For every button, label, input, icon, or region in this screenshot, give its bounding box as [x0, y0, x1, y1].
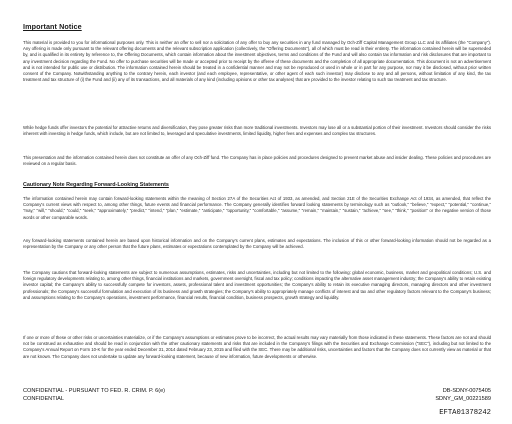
cautionary-note-heading: Cautionary Note Regarding Forward-Looking Statements [23, 182, 169, 188]
bates-sdny-gm: SDNY_GM_00221589 [435, 396, 491, 402]
bates-db-sdny: DB-SDNY-0075405 [442, 388, 491, 394]
bates-efta: EFTA01378242 [439, 409, 491, 417]
cautionary-paragraph-2: Any forward-looking statements contained herein are based upon historical information and on the Company's current plans, estimates and expectations. The inclusion of this or other forward-looking information should not be regarded as a representation by the Company or any other person that the future plans, estimates or expectations contemplated by the Company will be achieved. [23, 238, 491, 250]
notice-paragraph-3: This presentation and the information contained herein does not constitute an offer of any Och-Ziff fund. The Company has in place policies and procedures designed to prevent market abuse and insider dealing. These policies and procedures are reviewed on a regular basis. [23, 155, 491, 167]
cautionary-paragraph-3: The Company cautions that forward-looking statements are subject to numerous assumptions, estimates, risks and uncertainties, including but not limited to the following: global economic, business, market and geopolitical conditions; U.S. and foreign regulatory developments relating to, among other things, financial institutions and markets, government oversight, fiscal and tax policy; conditions impacting the alternative asset management industry; the Company's ability to retain existing investor capital; the Company's ability to successfully compete for investors, assets, professional talent and investment opportunities; the Company's ability to retain its executive managing directors, managing directors and other investment professionals; the Company's successful formulation and execution of its business and growth strategies; the Company's ability to appropriately manage conflicts of interest and tax and other regulatory factors relevant to the Company's business; and assumptions relating to the Company's operations, investment performance, financial results, financial condition, business prospects, growth strategy and liquidity. [23, 270, 491, 300]
notice-paragraph-2: While hedge funds offer investors the potential for attractive returns and diversification, they pose greater risks than more traditional investments. Investors may lose all or a substantial portion of their investment. Investors should consider the risks inherent with investing in hedge funds, which include, but are not limited to, leveraged and speculative investments, limited liquidity, higher fees and expenses and complex tax structures. [23, 125, 491, 137]
confidential-label: CONFIDENTIAL [23, 396, 65, 402]
confidential-rule-line: CONFIDENTIAL - PURSUANT TO FED. R. CRIM. P. 6(e) [23, 388, 166, 394]
cautionary-paragraph-4: If one or more of these or other risks or uncertainties materialize, or if the Company's assumptions or estimates prove to be incorrect, the actual results may vary materially from those indicated in these statements. These factors are not and should not be construed as exhaustive and should be read in conjunction with the other cautionary statements and risks that are included in the Company's filings with the Securities and Exchange Commission ("SEC"), including but not limited to the Company's Annual Report on Form 10-K for the year ended December 31, 2014 dated February 23, 2015 and filed with the SEC. There may be additional risks, uncertainties and factors that the Company does not currently view as material or that are not known. The Company does not undertake to update any forward-looking statement, because of new information, future developments or otherwise. [23, 335, 491, 359]
notice-paragraph-1: This material is provided to you for informational purposes only. This is neither an offer to sell nor a solicitation of any offer to buy any securities in any fund managed by Och-Ziff Capital Management Group LLC and its affiliates (the "Company"). Any offering is made only pursuant to the relevant offering documents and the relevant subscription application (collectively, the "Offering Documents"), all of which must be read in their entirety. The information contained herein will be superseded by, and is qualified in its entirety by reference to, the Offering Documents, which contain information about the investment objectives, terms and conditions of the Fund and will also contain tax information and risk disclosures that are important to any investment decision regarding the Fund. No offer to purchase securities will be made or accepted prior to receipt by the offeree of these documents and the completion of all appropriate documentation. This document is not an advertisement and is not intended for public use or distribution. The information contained herein should be treated in a confidential manner and may not be reproduced or used in whole or in part for any purpose, nor may it be disclosed, without prior written consent of the Company. Notwithstanding anything to the contrary herein, each investor (and each employee, representative, or other agent of each such investor) may disclose to any and all persons, without limitation of any kind, the tax treatment and tax structure of (i) the Fund and (ii) any of its transactions, and all materials of any kind (including opinions or other tax analyses) that are provided to the investor relating to such tax treatment and tax structure. [23, 40, 491, 83]
cautionary-paragraph-1: The information contained herein may contain forward-looking statements within the meaning of Section 27A of the Securities Act of 1933, as amended, and Section 21E of the Securities Exchange Act of 1934, as amended, that reflect the Company's current views with respect to, among other things, future events and financial performance. The Company generally identifies forward looking statements by terminology such as "outlook," "believe," "expect," "potential," "continue," "may," "will," "should," "could," "seek," "approximately," "predict," "intend," "plan," "estimate," "anticipate," "opportunity," "comfortable," "assume," "remain," "maintain," "sustain," "achieve," "see," "think," "position" or the negative version of those words or other comparable words. [23, 196, 491, 220]
important-notice-title: Important Notice [23, 22, 82, 31]
